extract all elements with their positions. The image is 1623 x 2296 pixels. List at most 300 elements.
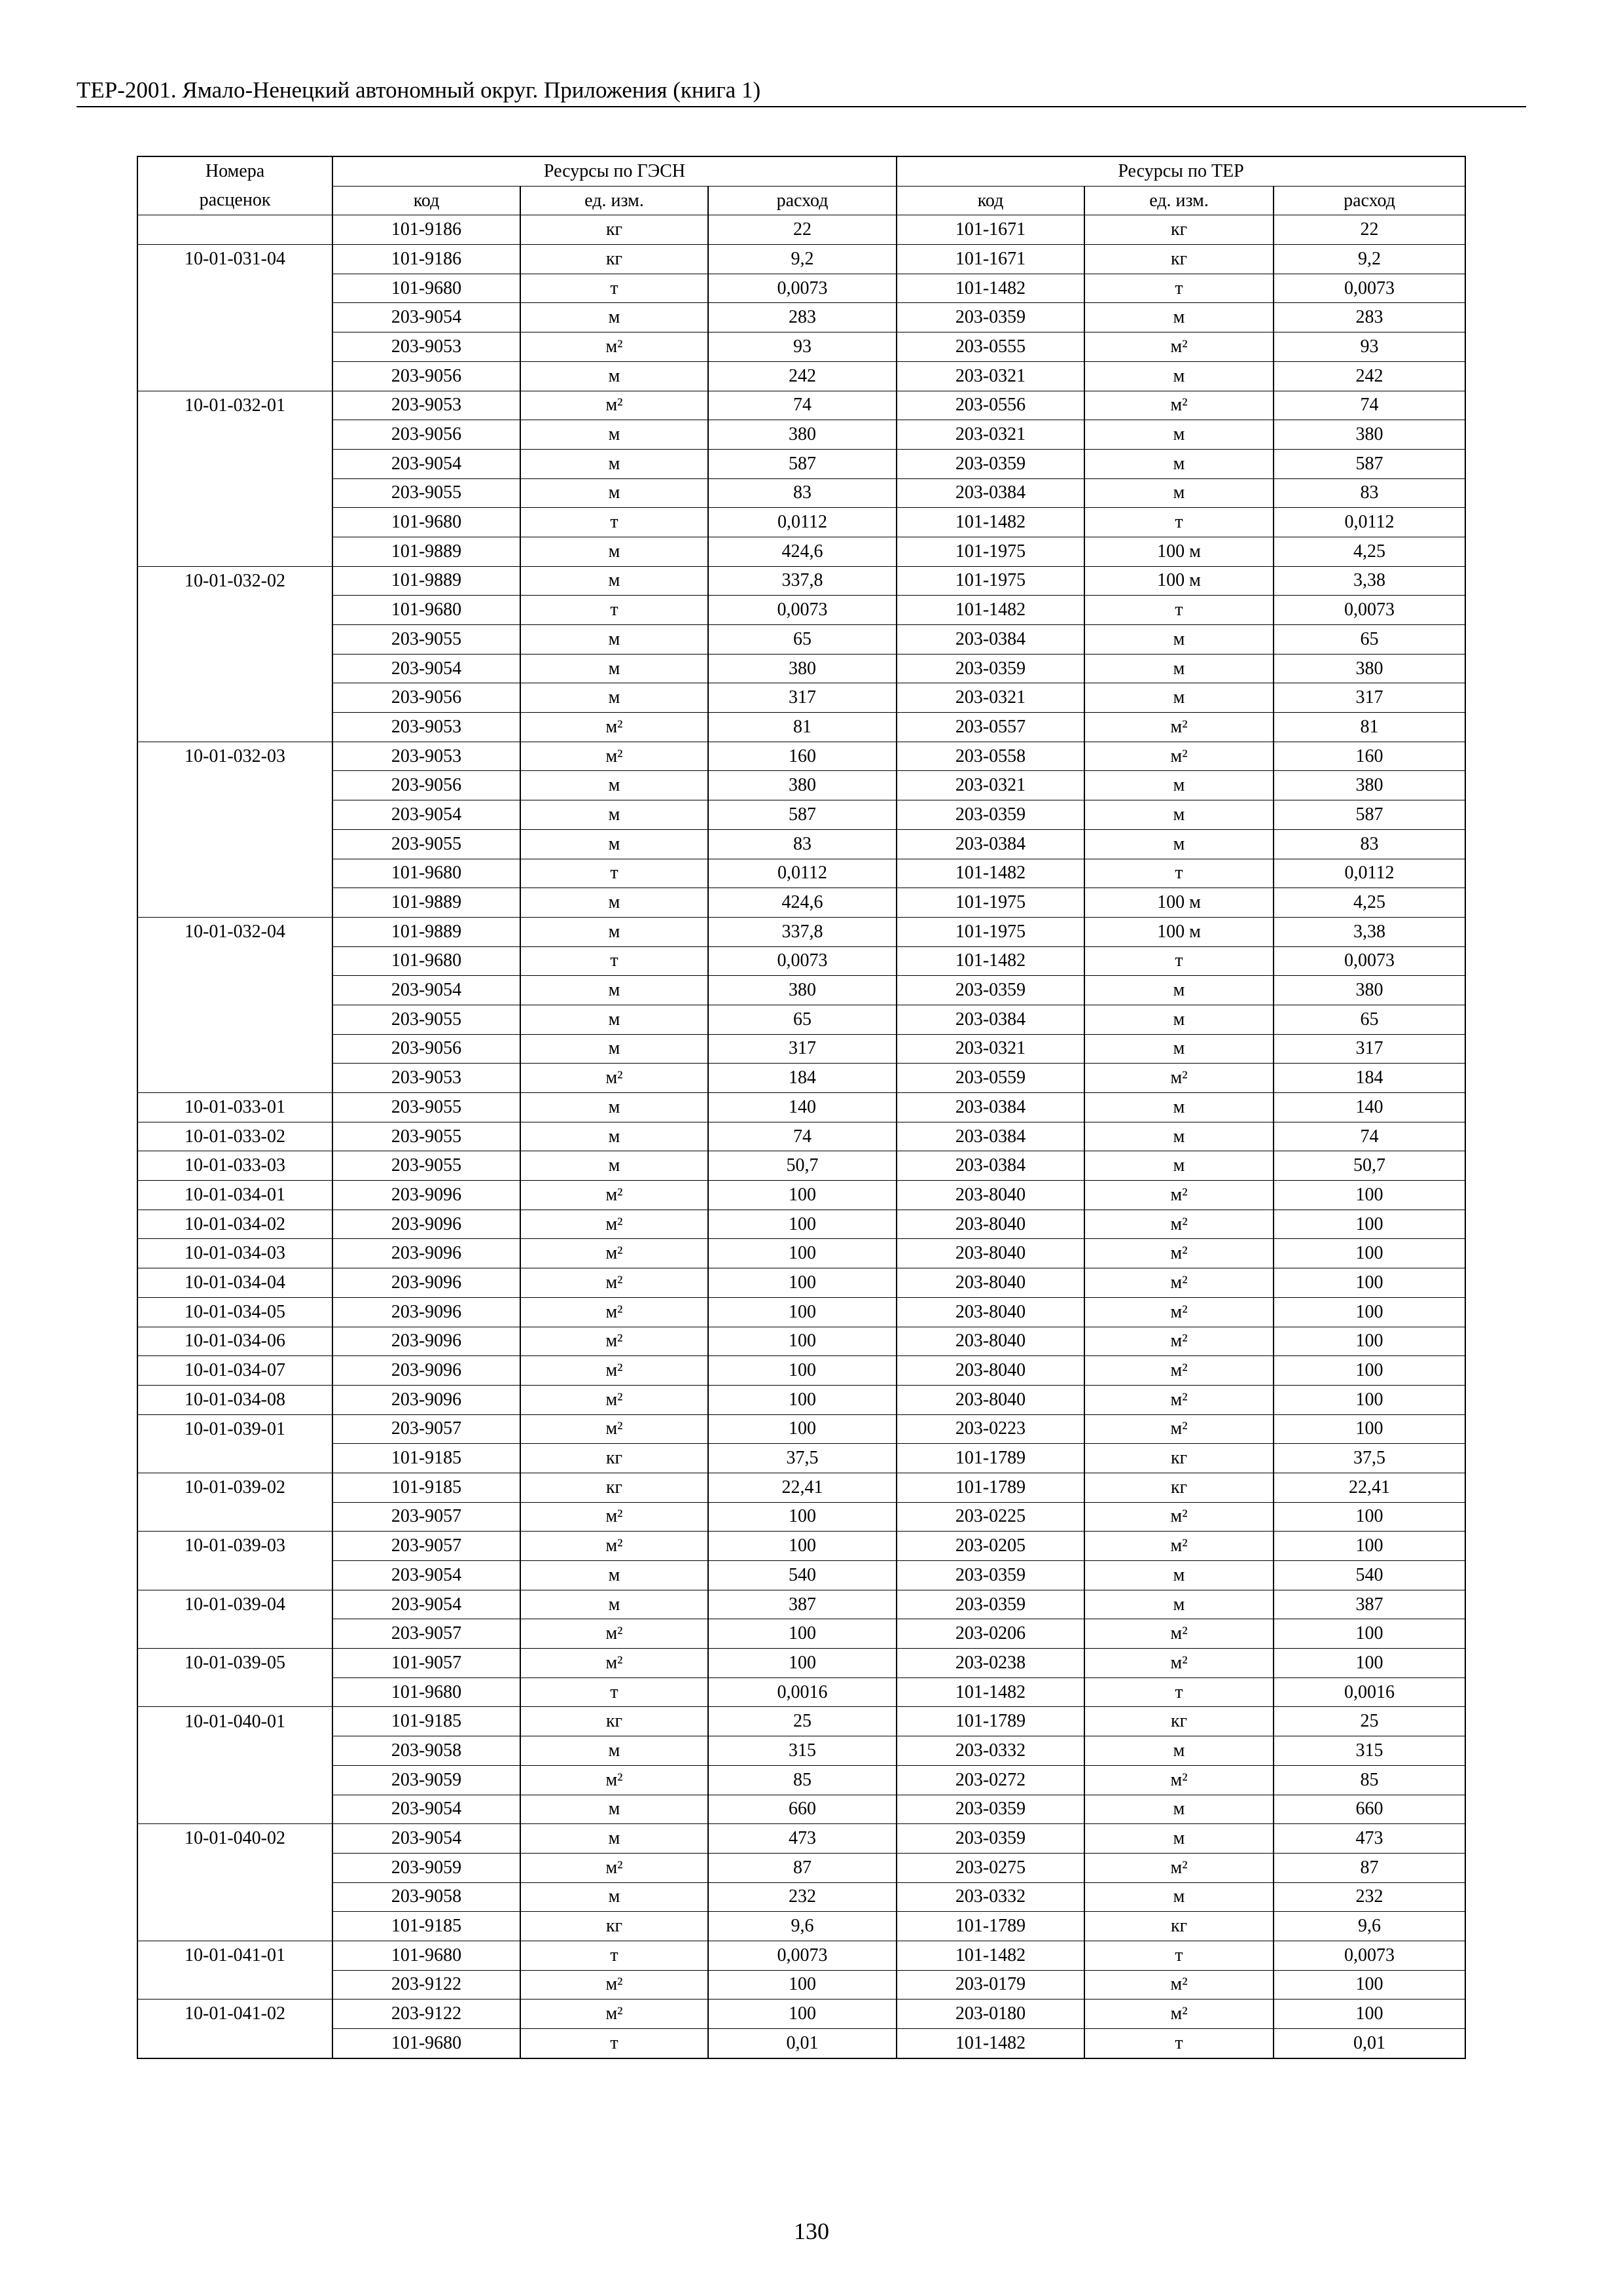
gesn-code-cell: 203-9057 [332, 1619, 520, 1649]
gesn-code-cell: 101-9185 [332, 1473, 520, 1502]
table-row [137, 771, 1465, 800]
ter-code-cell: 101-1789 [897, 1444, 1084, 1473]
rate-number-cell: 10-01-039-04 [137, 1590, 332, 1619]
gesn-unit-cell: м² [520, 1297, 708, 1327]
ter-consumption-cell: 85 [1274, 1765, 1465, 1795]
gesn-consumption-cell: 317 [708, 683, 897, 713]
rate-number-cell [137, 771, 332, 800]
header-ter-unit: ед. изм. [1084, 186, 1274, 215]
ter-consumption-cell: 22,41 [1274, 1473, 1465, 1502]
gesn-code-cell: 203-9058 [332, 1736, 520, 1766]
ter-code-cell: 203-0275 [897, 1853, 1084, 1882]
ter-unit-cell: м² [1084, 1327, 1274, 1356]
gesn-consumption-cell: 22 [708, 215, 897, 245]
ter-consumption-cell: 0,0112 [1274, 859, 1465, 888]
rate-number-cell: 10-01-039-01 [137, 1414, 332, 1444]
ter-consumption-cell: 184 [1274, 1064, 1465, 1093]
gesn-code-cell: 203-9054 [332, 1561, 520, 1590]
ter-consumption-cell: 100 [1274, 1268, 1465, 1298]
ter-unit-cell: 100 м [1084, 566, 1274, 596]
rate-number-cell: 10-01-034-02 [137, 1210, 332, 1239]
gesn-consumption-cell: 380 [708, 654, 897, 683]
table-row [137, 245, 1465, 274]
gesn-consumption-cell: 337,8 [708, 917, 897, 946]
ter-code-cell: 203-0205 [897, 1532, 1084, 1561]
ter-consumption-cell: 25 [1274, 1707, 1465, 1736]
rate-number-cell [137, 1502, 332, 1532]
ter-code-cell: 101-1482 [897, 274, 1084, 303]
table-row [137, 1327, 1465, 1356]
table-row [137, 361, 1465, 391]
gesn-consumption-cell: 100 [708, 1532, 897, 1561]
gesn-code-cell: 203-9122 [332, 2000, 520, 2029]
rate-number-cell [137, 1970, 332, 2000]
ter-code-cell: 203-0555 [897, 332, 1084, 362]
rate-number-cell [137, 1882, 332, 1912]
ter-unit-cell: м [1084, 654, 1274, 683]
gesn-unit-cell: м² [520, 713, 708, 742]
gesn-unit-cell: м [520, 800, 708, 830]
gesn-consumption-cell: 83 [708, 478, 897, 508]
gesn-code-cell: 203-9054 [332, 449, 520, 478]
ter-code-cell: 101-1482 [897, 1941, 1084, 1970]
gesn-unit-cell: м² [520, 1532, 708, 1561]
table-row [137, 859, 1465, 888]
ter-consumption-cell: 100 [1274, 1649, 1465, 1678]
gesn-unit-cell: м² [520, 1356, 708, 1386]
rate-number-cell [137, 1005, 332, 1034]
ter-code-cell: 203-0359 [897, 800, 1084, 830]
table-row [137, 1151, 1465, 1181]
ter-unit-cell: м [1084, 303, 1274, 332]
ter-code-cell: 101-1482 [897, 596, 1084, 625]
gesn-consumption-cell: 83 [708, 829, 897, 859]
table-row [137, 946, 1465, 976]
gesn-unit-cell: м [520, 683, 708, 713]
ter-unit-cell: м² [1084, 1649, 1274, 1678]
ter-unit-cell: м [1084, 800, 1274, 830]
rate-number-cell: 10-01-034-01 [137, 1181, 332, 1210]
ter-consumption-cell: 100 [1274, 1297, 1465, 1327]
gesn-code-cell: 101-9680 [332, 859, 520, 888]
gesn-unit-cell: м² [520, 1210, 708, 1239]
ter-consumption-cell: 74 [1274, 1122, 1465, 1151]
ter-unit-cell: м [1084, 976, 1274, 1005]
table-row [137, 1122, 1465, 1151]
gesn-consumption-cell: 140 [708, 1093, 897, 1122]
ter-unit-cell: м [1084, 1093, 1274, 1122]
table-row [137, 1239, 1465, 1268]
gesn-unit-cell: м [520, 1151, 708, 1181]
ter-consumption-cell: 100 [1274, 1385, 1465, 1414]
gesn-code-cell: 101-9185 [332, 1707, 520, 1736]
ter-code-cell: 101-1482 [897, 2029, 1084, 2058]
gesn-unit-cell: м [520, 1005, 708, 1034]
header-ter-consumption: расход [1274, 186, 1465, 215]
ter-unit-cell: м [1084, 420, 1274, 450]
ter-code-cell: 101-1975 [897, 566, 1084, 596]
gesn-code-cell: 203-9054 [332, 1824, 520, 1854]
gesn-unit-cell: м [520, 829, 708, 859]
gesn-unit-cell: м [520, 449, 708, 478]
ter-unit-cell: м [1084, 1824, 1274, 1854]
ter-unit-cell: м [1084, 1151, 1274, 1181]
ter-unit-cell: т [1084, 274, 1274, 303]
ter-consumption-cell: 140 [1274, 1093, 1465, 1122]
gesn-code-cell: 203-9054 [332, 654, 520, 683]
gesn-code-cell: 203-9056 [332, 683, 520, 713]
ter-code-cell: 203-0225 [897, 1502, 1084, 1532]
gesn-code-cell: 203-9054 [332, 1590, 520, 1619]
gesn-code-cell: 101-9185 [332, 1444, 520, 1473]
ter-consumption-cell: 100 [1274, 1327, 1465, 1356]
gesn-code-cell: 203-9055 [332, 478, 520, 508]
ter-consumption-cell: 380 [1274, 420, 1465, 450]
gesn-consumption-cell: 50,7 [708, 1151, 897, 1181]
table-row [137, 1649, 1465, 1678]
ter-unit-cell: м² [1084, 1619, 1274, 1649]
gesn-code-cell: 203-9053 [332, 332, 520, 362]
ter-consumption-cell: 50,7 [1274, 1151, 1465, 1181]
gesn-consumption-cell: 37,5 [708, 1444, 897, 1473]
gesn-consumption-cell: 25 [708, 1707, 897, 1736]
rate-number-cell [137, 683, 332, 713]
table-row [137, 1736, 1465, 1766]
table-row [137, 391, 1465, 420]
ter-consumption-cell: 74 [1274, 391, 1465, 420]
ter-unit-cell: м² [1084, 391, 1274, 420]
ter-code-cell: 101-1482 [897, 508, 1084, 537]
table-row [137, 713, 1465, 742]
ter-unit-cell: м [1084, 1034, 1274, 1064]
rate-number-cell [137, 596, 332, 625]
gesn-unit-cell: м [520, 771, 708, 800]
gesn-code-cell: 203-9057 [332, 1414, 520, 1444]
gesn-consumption-cell: 85 [708, 1765, 897, 1795]
table-row [137, 800, 1465, 830]
rate-number-cell: 10-01-034-03 [137, 1239, 332, 1268]
table-row [137, 215, 1465, 245]
rate-number-cell: 10-01-039-02 [137, 1473, 332, 1502]
gesn-code-cell: 203-9096 [332, 1210, 520, 1239]
ter-consumption-cell: 100 [1274, 1181, 1465, 1210]
table-row [137, 683, 1465, 713]
ter-code-cell: 203-0332 [897, 1736, 1084, 1766]
gesn-code-cell: 203-9096 [332, 1268, 520, 1298]
ter-code-cell: 203-0384 [897, 1122, 1084, 1151]
ter-unit-cell: кг [1084, 1473, 1274, 1502]
ter-code-cell: 203-8040 [897, 1385, 1084, 1414]
header-gesn-unit: ед. изм. [520, 186, 708, 215]
gesn-unit-cell: м [520, 303, 708, 332]
table-row [137, 1590, 1465, 1619]
table-row [137, 1912, 1465, 1941]
rate-number-cell [137, 1444, 332, 1473]
gesn-unit-cell: м² [520, 332, 708, 362]
gesn-code-cell: 203-9055 [332, 1093, 520, 1122]
rate-number-cell [137, 1561, 332, 1590]
gesn-consumption-cell: 473 [708, 1824, 897, 1854]
gesn-unit-cell: м [520, 566, 708, 596]
ter-code-cell: 203-0559 [897, 1064, 1084, 1093]
table-row [137, 976, 1465, 1005]
gesn-consumption-cell: 65 [708, 1005, 897, 1034]
ter-code-cell: 203-0359 [897, 976, 1084, 1005]
ter-unit-cell: м² [1084, 1853, 1274, 1882]
gesn-unit-cell: т [520, 596, 708, 625]
gesn-code-cell: 101-9680 [332, 1677, 520, 1707]
rate-number-cell: 10-01-034-07 [137, 1356, 332, 1386]
ter-consumption-cell: 100 [1274, 1414, 1465, 1444]
ter-code-cell: 203-0272 [897, 1765, 1084, 1795]
gesn-code-cell: 203-9055 [332, 1122, 520, 1151]
rate-number-cell [137, 859, 332, 888]
ter-consumption-cell: 540 [1274, 1561, 1465, 1590]
gesn-unit-cell: м [520, 1824, 708, 1854]
ter-code-cell: 101-1482 [897, 1677, 1084, 1707]
ter-unit-cell: м² [1084, 1532, 1274, 1561]
ter-code-cell: 203-0384 [897, 1005, 1084, 1034]
gesn-consumption-cell: 0,0073 [708, 274, 897, 303]
table-row [137, 1064, 1465, 1093]
gesn-unit-cell: м² [520, 1853, 708, 1882]
gesn-code-cell: 203-9057 [332, 1502, 520, 1532]
rate-number-cell: 10-01-033-03 [137, 1151, 332, 1181]
table-row [137, 1824, 1465, 1854]
table-row [137, 1385, 1465, 1414]
gesn-code-cell: 101-9680 [332, 596, 520, 625]
rate-number-cell [137, 713, 332, 742]
gesn-unit-cell: м [520, 976, 708, 1005]
gesn-consumption-cell: 100 [708, 1970, 897, 2000]
ter-consumption-cell: 232 [1274, 1882, 1465, 1912]
rate-number-cell: 10-01-034-04 [137, 1268, 332, 1298]
header-ter-group: Ресурсы по ТЕР [897, 156, 1465, 186]
ter-unit-cell: т [1084, 1941, 1274, 1970]
ter-unit-cell: м² [1084, 1502, 1274, 1532]
ter-unit-cell: м² [1084, 1268, 1274, 1298]
gesn-consumption-cell: 87 [708, 1853, 897, 1882]
gesn-consumption-cell: 380 [708, 976, 897, 1005]
table-row [137, 332, 1465, 362]
gesn-unit-cell: м [520, 420, 708, 450]
rate-number-cell: 10-01-041-02 [137, 2000, 332, 2029]
gesn-code-cell: 203-9055 [332, 625, 520, 655]
table-row [137, 625, 1465, 655]
header-gesn-consumption: расход [708, 186, 897, 215]
gesn-code-cell: 203-9055 [332, 1151, 520, 1181]
gesn-consumption-cell: 160 [708, 742, 897, 771]
ter-unit-cell: т [1084, 946, 1274, 976]
table-row [137, 274, 1465, 303]
rate-number-cell [137, 800, 332, 830]
ter-consumption-cell: 100 [1274, 2000, 1465, 2029]
gesn-code-cell: 203-9053 [332, 713, 520, 742]
page-header [77, 77, 1526, 107]
table-row [137, 1677, 1465, 1707]
ter-code-cell: 203-0359 [897, 654, 1084, 683]
gesn-consumption-cell: 587 [708, 449, 897, 478]
table-row [137, 449, 1465, 478]
gesn-consumption-cell: 9,2 [708, 245, 897, 274]
rate-number-cell [137, 1677, 332, 1707]
gesn-unit-cell: м [520, 1736, 708, 1766]
gesn-code-cell: 203-9053 [332, 391, 520, 420]
ter-unit-cell: м² [1084, 2000, 1274, 2029]
gesn-consumption-cell: 100 [708, 1356, 897, 1386]
rate-number-cell [137, 1736, 332, 1766]
table-row [137, 1473, 1465, 1502]
ter-consumption-cell: 317 [1274, 683, 1465, 713]
table-row [137, 303, 1465, 332]
gesn-code-cell: 101-9680 [332, 946, 520, 976]
ter-consumption-cell: 100 [1274, 1356, 1465, 1386]
ter-consumption-cell: 81 [1274, 713, 1465, 742]
ter-consumption-cell: 0,01 [1274, 2029, 1465, 2058]
gesn-consumption-cell: 9,6 [708, 1912, 897, 1941]
rate-number-cell [137, 274, 332, 303]
gesn-unit-cell: т [520, 859, 708, 888]
gesn-consumption-cell: 337,8 [708, 566, 897, 596]
table-row [137, 1853, 1465, 1882]
ter-consumption-cell: 4,25 [1274, 537, 1465, 566]
ter-unit-cell: кг [1084, 245, 1274, 274]
gesn-unit-cell: кг [520, 1473, 708, 1502]
gesn-unit-cell: кг [520, 1444, 708, 1473]
gesn-unit-cell: т [520, 1941, 708, 1970]
rate-number-cell: 10-01-040-02 [137, 1824, 332, 1854]
rate-number-cell [137, 420, 332, 450]
gesn-code-cell: 101-9680 [332, 274, 520, 303]
gesn-code-cell: 203-9096 [332, 1356, 520, 1386]
gesn-unit-cell: кг [520, 245, 708, 274]
ter-unit-cell: м [1084, 625, 1274, 655]
ter-unit-cell: кг [1084, 1444, 1274, 1473]
gesn-unit-cell: м² [520, 391, 708, 420]
ter-unit-cell: 100 м [1084, 888, 1274, 918]
ter-code-cell: 203-8040 [897, 1297, 1084, 1327]
ter-code-cell: 203-8040 [897, 1268, 1084, 1298]
table-row [137, 829, 1465, 859]
gesn-consumption-cell: 100 [708, 1268, 897, 1298]
gesn-code-cell: 203-9054 [332, 1795, 520, 1824]
ter-unit-cell: м² [1084, 332, 1274, 362]
gesn-code-cell: 203-9054 [332, 800, 520, 830]
gesn-code-cell: 203-9056 [332, 771, 520, 800]
rate-number-cell: 10-01-031-04 [137, 245, 332, 274]
gesn-consumption-cell: 0,0112 [708, 508, 897, 537]
ter-unit-cell: м [1084, 1736, 1274, 1766]
rate-number-cell: 10-01-034-05 [137, 1297, 332, 1327]
gesn-consumption-cell: 100 [708, 1327, 897, 1356]
rate-number-cell [137, 537, 332, 566]
ter-code-cell: 203-0557 [897, 713, 1084, 742]
table-row [137, 917, 1465, 946]
rate-number-cell: 10-01-032-01 [137, 391, 332, 420]
gesn-consumption-cell: 0,01 [708, 2029, 897, 2058]
gesn-consumption-cell: 242 [708, 361, 897, 391]
ter-consumption-cell: 0,0073 [1274, 946, 1465, 976]
gesn-code-cell: 203-9059 [332, 1765, 520, 1795]
ter-code-cell: 203-0359 [897, 1590, 1084, 1619]
rate-number-cell: 10-01-032-03 [137, 742, 332, 771]
header-gesn-code: код [332, 186, 520, 215]
table-row [137, 1561, 1465, 1590]
ter-consumption-cell: 22 [1274, 215, 1465, 245]
gesn-code-cell: 101-9680 [332, 508, 520, 537]
ter-consumption-cell: 3,38 [1274, 917, 1465, 946]
ter-unit-cell: м [1084, 1561, 1274, 1590]
gesn-consumption-cell: 100 [708, 1210, 897, 1239]
gesn-code-cell: 101-9889 [332, 566, 520, 596]
ter-unit-cell: м [1084, 1882, 1274, 1912]
rate-number-cell: 10-01-039-05 [137, 1649, 332, 1678]
gesn-code-cell: 203-9053 [332, 1064, 520, 1093]
rate-number-cell: 10-01-040-01 [137, 1707, 332, 1736]
rate-number-cell [137, 478, 332, 508]
gesn-consumption-cell: 317 [708, 1034, 897, 1064]
ter-code-cell: 203-0321 [897, 771, 1084, 800]
rate-number-cell [137, 1765, 332, 1795]
gesn-code-cell: 203-9056 [332, 420, 520, 450]
ter-consumption-cell: 65 [1274, 1005, 1465, 1034]
table-row [137, 1034, 1465, 1064]
gesn-unit-cell: м² [520, 1327, 708, 1356]
ter-consumption-cell: 4,25 [1274, 888, 1465, 918]
ter-consumption-cell: 100 [1274, 1619, 1465, 1649]
rate-number-cell [137, 1853, 332, 1882]
gesn-unit-cell: м [520, 537, 708, 566]
gesn-unit-cell: м² [520, 1385, 708, 1414]
gesn-code-cell: 101-9186 [332, 215, 520, 245]
table-row [137, 1210, 1465, 1239]
ter-code-cell: 203-0558 [897, 742, 1084, 771]
ter-code-cell: 101-1482 [897, 859, 1084, 888]
table-row [137, 1707, 1465, 1736]
ter-consumption-cell: 100 [1274, 1970, 1465, 2000]
rate-number-cell: 10-01-039-03 [137, 1532, 332, 1561]
ter-consumption-cell: 315 [1274, 1736, 1465, 1766]
gesn-consumption-cell: 0,0073 [708, 596, 897, 625]
ter-code-cell: 203-0206 [897, 1619, 1084, 1649]
ter-consumption-cell: 242 [1274, 361, 1465, 391]
gesn-consumption-cell: 315 [708, 1736, 897, 1766]
ter-consumption-cell: 100 [1274, 1532, 1465, 1561]
gesn-consumption-cell: 232 [708, 1882, 897, 1912]
gesn-unit-cell: м² [520, 1239, 708, 1268]
ter-unit-cell: 100 м [1084, 537, 1274, 566]
gesn-code-cell: 203-9096 [332, 1239, 520, 1268]
ter-code-cell: 203-0384 [897, 1151, 1084, 1181]
ter-consumption-cell: 0,0073 [1274, 596, 1465, 625]
ter-code-cell: 203-0359 [897, 303, 1084, 332]
rate-number-cell [137, 303, 332, 332]
rate-number-cell [137, 449, 332, 478]
table-row [137, 1181, 1465, 1210]
ter-consumption-cell: 83 [1274, 478, 1465, 508]
gesn-unit-cell: т [520, 508, 708, 537]
rate-number-cell [137, 625, 332, 655]
ter-unit-cell: м² [1084, 1239, 1274, 1268]
rate-number-cell [137, 332, 332, 362]
ter-consumption-cell: 660 [1274, 1795, 1465, 1824]
gesn-unit-cell: т [520, 274, 708, 303]
gesn-consumption-cell: 380 [708, 420, 897, 450]
ter-code-cell: 203-0359 [897, 1795, 1084, 1824]
gesn-code-cell: 203-9055 [332, 829, 520, 859]
ter-consumption-cell: 87 [1274, 1853, 1465, 1882]
table-row [137, 1765, 1465, 1795]
